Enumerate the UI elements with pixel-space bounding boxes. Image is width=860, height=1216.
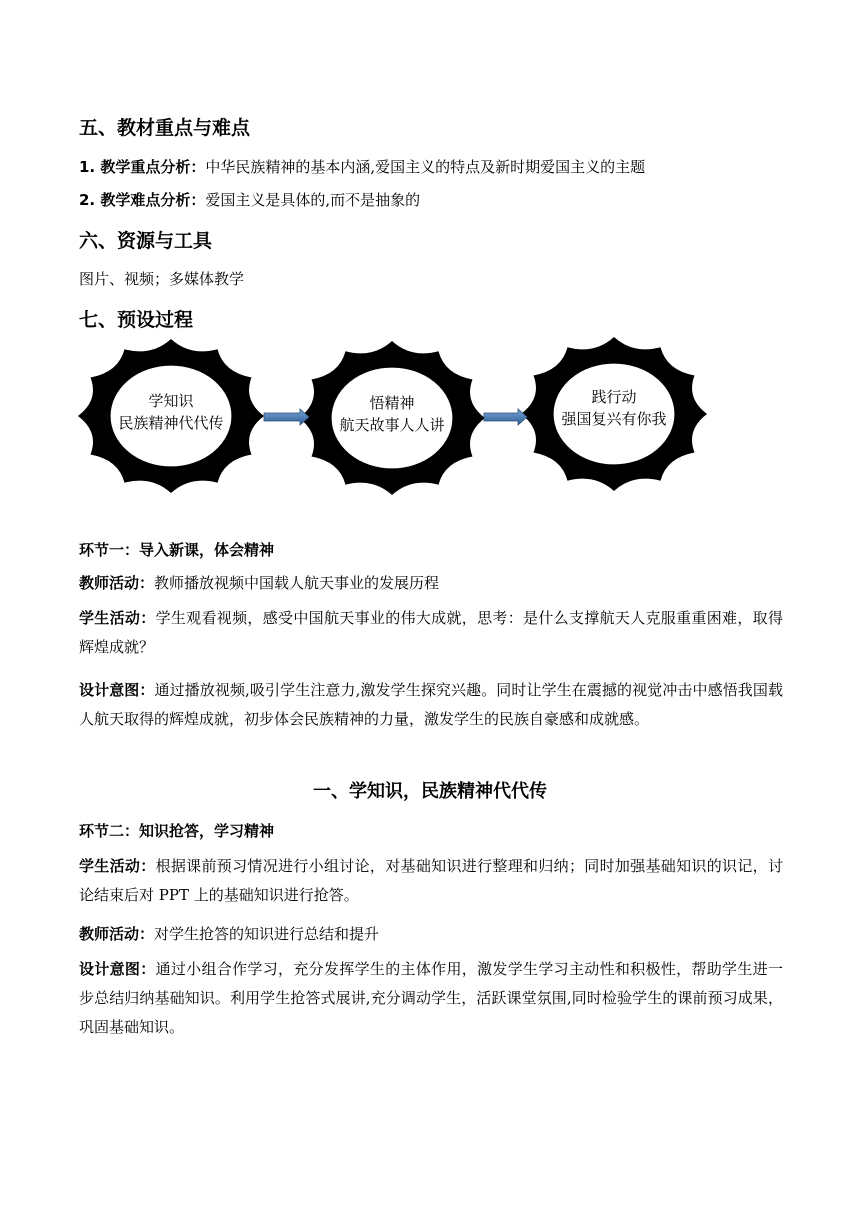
flow-node-realize-line2: 航天故事人人讲 <box>339 416 445 434</box>
step2-teacher-line <box>79 924 379 944</box>
flow-node-practice-line2: 强国复兴有你我 <box>561 410 667 428</box>
section7-heading: 七、预设过程 <box>79 309 194 331</box>
step2-teacher-label: 教师活动： <box>79 925 155 943</box>
step2-title: 环节二：知识抢答，学习精神 <box>79 822 275 840</box>
flow-node-learn-line1: 学知识 <box>148 392 194 410</box>
section5-heading: 五、教材重点与难点 <box>79 117 251 139</box>
process-flow-diagram <box>0 336 860 506</box>
step2-teacher-text: 对学生抢答的知识进行总结和提升 <box>154 925 380 943</box>
flow-node-practice-line1: 践行动 <box>591 388 637 406</box>
step2-design-text: 通过小组合作学习，充分发挥学生的主体作用，激发学生学习主动性和积极性，帮助学生进一步总结归纳基础知识。利用学生抢答式展讲,充分调动学生，活跃课堂氛围,同时检验学生的课前预习成果，巩固基础知识。 <box>79 960 783 1036</box>
difficult-point-text: 爱国主义是具体的,而不是抽象的 <box>205 191 421 209</box>
step1-student-label: 学生活动： <box>79 609 156 627</box>
step2-student-paragraph <box>79 852 783 910</box>
step2-student-label: 学生活动： <box>79 857 156 875</box>
step1-student-text: 学生观看视频，感受中国航天事业的伟大成就，思考：是什么支撑航天人克服重重困难，取得辉煌成就？ <box>79 609 783 656</box>
section6-heading: 六、资源与工具 <box>79 230 213 252</box>
step2-design-paragraph <box>79 955 783 1042</box>
part1-title: 一、学知识，民族精神代代传 <box>313 781 547 802</box>
flow-arrow-2 <box>484 409 527 425</box>
key-point-line <box>79 157 645 177</box>
step2-student-text: 根据课前预习情况进行小组讨论，对基础知识进行整理和归纳；同时加强基础知识的识记，讨论结束后对 PPT 上的基础知识进行抢答。 <box>79 857 783 904</box>
step1-teacher-label: 教师活动： <box>79 574 155 592</box>
flow-node-learn-line2: 民族精神代代传 <box>118 414 224 432</box>
flow-node-realize-line1: 悟精神 <box>369 394 415 412</box>
step2-design-label: 设计意图： <box>79 960 156 978</box>
step1-design-label: 设计意图： <box>79 681 155 699</box>
difficult-point-label: 2. 教学难点分析： <box>79 191 206 209</box>
step1-teacher-line <box>79 573 439 593</box>
key-point-text: 中华民族精神的基本内涵,爱国主义的特点及新时期爱国主义的主题 <box>205 158 646 176</box>
key-point-label: 1. 教学重点分析： <box>79 158 206 176</box>
step1-design-text: 通过播放视频,吸引学生注意力,激发学生探究兴趣。同时让学生在震撼的视觉冲击中感悟我国载人航天取得的辉煌成就，初步体会民族精神的力量，激发学生的民族自豪感和成就感。 <box>79 681 783 728</box>
step1-student-paragraph <box>79 604 783 662</box>
difficult-point-line <box>79 190 420 210</box>
step1-teacher-text: 教师播放视频中国载人航天事业的发展历程 <box>154 574 440 592</box>
step1-title: 环节一：导入新课，体会精神 <box>79 541 275 559</box>
resources-text: 图片、视频；多媒体教学 <box>79 270 245 288</box>
flow-arrow-1 <box>264 409 309 425</box>
step1-design-paragraph <box>79 676 783 734</box>
